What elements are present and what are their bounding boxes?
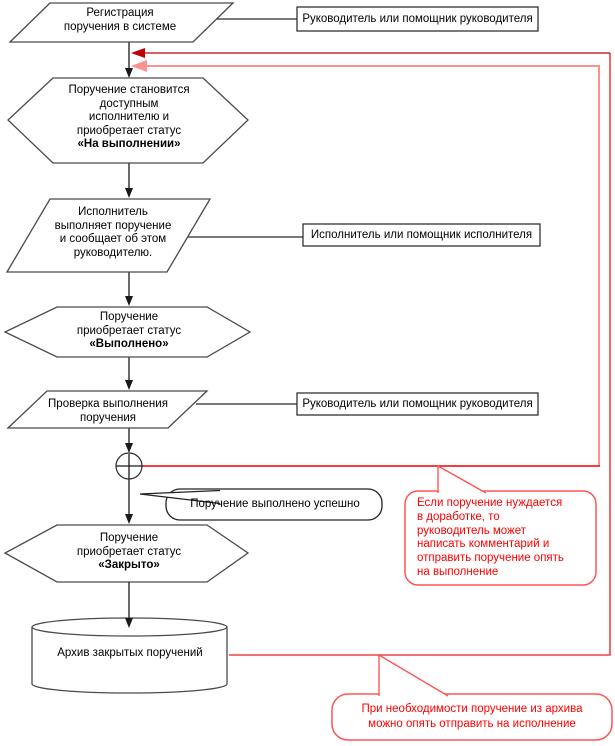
register-label (30, 7, 210, 34)
label-line: Руководитель или помощник руководителя (302, 398, 533, 410)
status-done-label (9, 311, 249, 352)
label-line: руководитель может (417, 524, 527, 537)
label-line: приобретает статус (76, 124, 182, 137)
label-line: Архив закрытых поручений (57, 647, 203, 659)
label-line: Поручение выполнено успешно (190, 498, 360, 510)
label-line: доступным (99, 97, 159, 110)
success-callout-label (170, 498, 380, 512)
label-line: написать комментарий и (417, 538, 550, 551)
label-line: выполняет поручение (54, 219, 172, 232)
from-archive-callout-label (334, 702, 610, 731)
status-name: «Выполнено» (89, 338, 169, 350)
registrar-role-label (297, 13, 538, 27)
status-name: «На выполнении» (77, 138, 181, 150)
label-line: поручения в системе (63, 20, 177, 33)
label-line: Проверка выполнения (48, 398, 168, 410)
checker-role-label (297, 398, 538, 412)
label-line: можно опять отправить на исполнение (368, 717, 576, 730)
label-line: руководителю. (73, 246, 153, 259)
revision-callout-label (417, 497, 592, 580)
label-line: приобретает статус (76, 324, 182, 337)
label-line: Руководитель или помощник руководителя (302, 13, 533, 25)
revision-callout-pointer (438, 466, 486, 493)
status-in-work-label (9, 84, 249, 152)
label-line: Исполнитель или помощник исполнителя (310, 229, 533, 241)
label-line: При необходимости поручение из архива (361, 703, 583, 715)
label-line: приобретает статус (76, 545, 182, 558)
label-line: на выполнение (417, 565, 499, 578)
status-closed-label (9, 532, 249, 573)
execute-label (23, 206, 203, 260)
label-line: Поручение (99, 532, 159, 544)
label-line: в доработке, то (417, 510, 500, 523)
label-line: исполнителю и (88, 111, 170, 123)
archive-return-arrowhead-icon (131, 48, 145, 58)
check-label (13, 398, 203, 425)
label-line: Поручение становится (68, 84, 190, 96)
label-line: и сообщает об этом (59, 233, 167, 245)
label-line: отправить поручение опять (417, 552, 564, 565)
archive-label (34, 647, 226, 661)
label-line: Поручение (99, 311, 159, 323)
label-line: Регистрация (86, 7, 154, 19)
from-archive-callout-pointer (379, 655, 448, 696)
label-line: Исполнитель (78, 206, 148, 218)
label-line: Если поручение нуждается (417, 497, 563, 509)
executor-role-label (303, 229, 540, 243)
revision-return-arrowhead-icon (131, 60, 147, 72)
status-name: «Закрыто» (98, 559, 160, 571)
label-line: поручения (79, 411, 137, 424)
